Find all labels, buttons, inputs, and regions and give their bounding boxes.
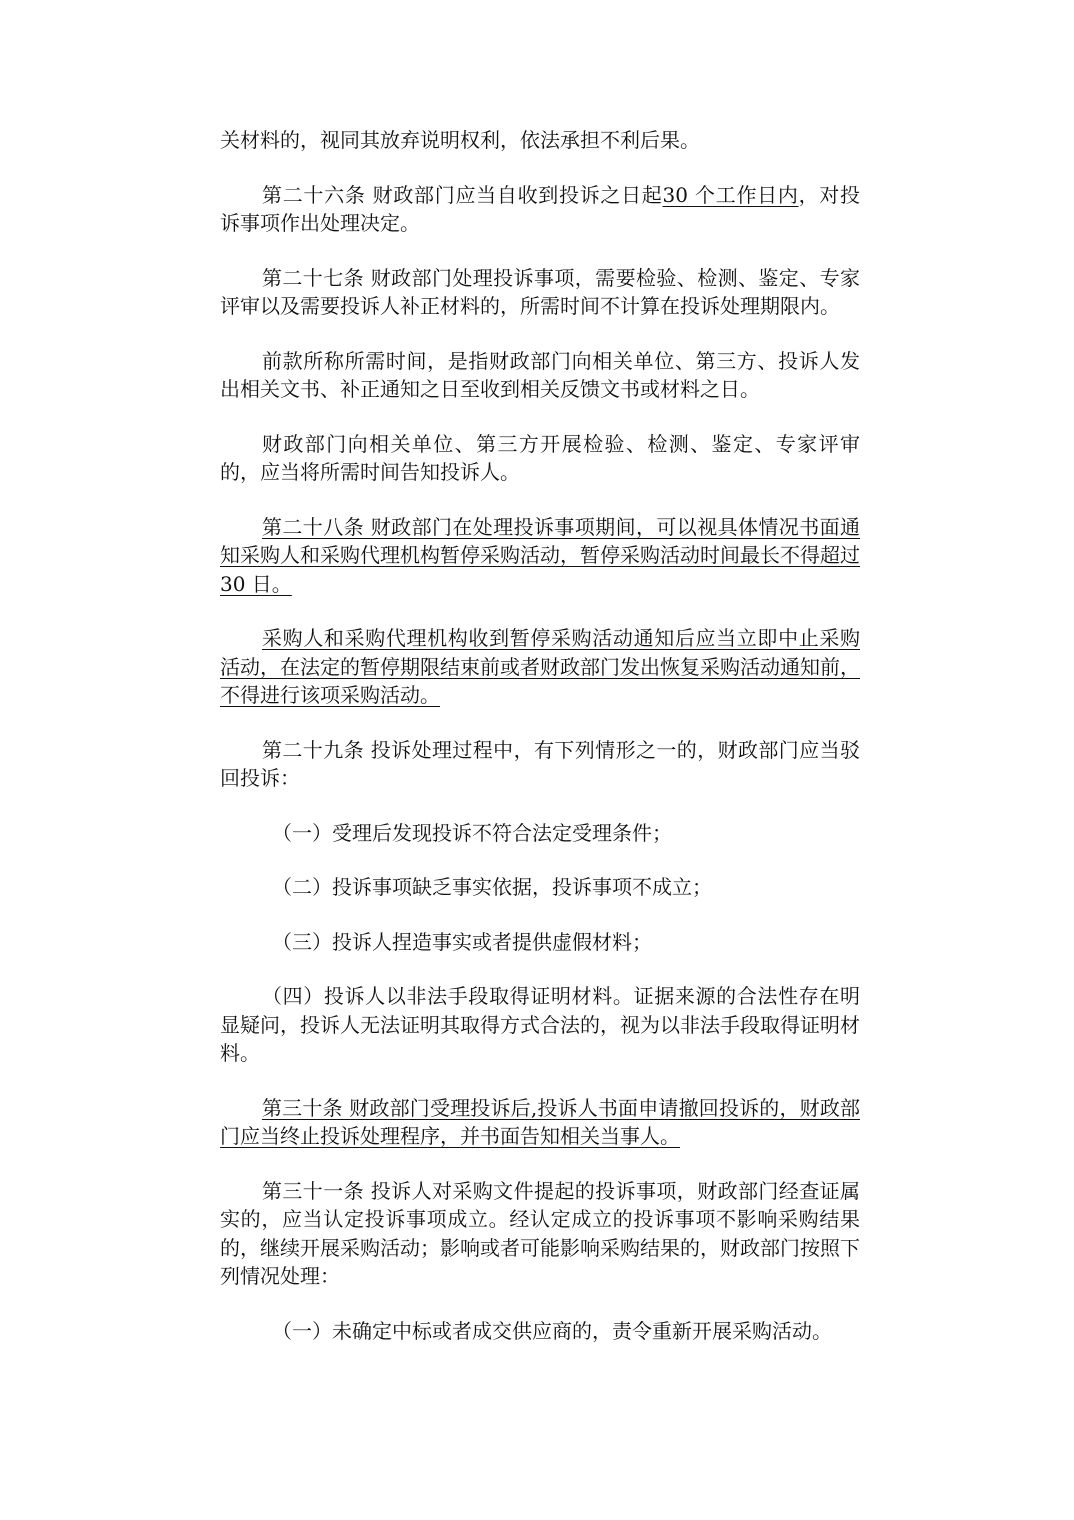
- article-28-clause-2-text: 采购人和采购代理机构收到暂停采购活动通知后应当立即中止采购活动，在法定的暂停期限结束前或者财政部门发出恢复采购活动通知前，不得进行该项采购活动。: [220, 626, 860, 707]
- article-31-item-1: （一）未确定中标或者成交供应商的，责令重新开展采购活动。: [272, 1318, 832, 1343]
- article-29-item-3: （三）投诉人捏造事实或者提供虚假材料；: [272, 929, 652, 954]
- paragraph-continuation: 关材料的，视同其放弃说明权利，依法承担不利后果。: [220, 128, 700, 152]
- article-28: [220, 513, 860, 599]
- article-29-item-4: （四）投诉人以非法手段取得证明材料。证据来源的合法性存在明显疑问，投诉人无法证明其取得方式合法的，视为以非法手段取得证明材料。: [220, 984, 860, 1065]
- article-27-clause-3: 财政部门向相关单位、第三方开展检验、检测、鉴定、专家评审的，应当将所需时间告知投诉人。: [220, 431, 860, 484]
- document-page: [220, 126, 860, 1371]
- article-26-deadline: 30 个工作日内: [662, 182, 799, 207]
- article-29-item-1: （一）受理后发现投诉不符合法定受理条件；: [272, 820, 672, 845]
- article-26-text-start: 第二十六条 财政部门应当自收到投诉之日起: [262, 182, 663, 207]
- article-28-clause-2: [220, 624, 860, 710]
- article-27-clause-2: 前款所称所需时间，是指财政部门向相关单位、第三方、投诉人发出相关文书、补正通知之日至收到相关反馈文书或材料之日。: [220, 348, 860, 401]
- article-30: [220, 1094, 860, 1151]
- article-29-item-2: （二）投诉事项缺乏事实依据，投诉事项不成立；: [272, 875, 712, 899]
- article-30-text: 第三十条 财政部门受理投诉后,投诉人书面申请撤回投诉的，财政部门应当终止投诉处理程序，并书面告知相关当事人。: [220, 1095, 860, 1148]
- article-29: 第二十九条 投诉处理过程中，有下列情形之一的，财政部门应当驳回投诉：: [220, 737, 860, 790]
- article-26: [220, 181, 860, 238]
- article-27: 第二十七条 财政部门处理投诉事项，需要检验、检测、鉴定、专家评审以及需要投诉人补正材料的，所需时间不计算在投诉处理期限内。: [220, 265, 860, 318]
- article-28-text: 第二十八条 财政部门在处理投诉事项期间，可以视具体情况书面通知采购人和采购代理机构暂停采购活动，暂停采购活动时间最长不得超过 30 日。: [220, 514, 860, 596]
- article-26-text-end: ，对投诉事项作出处理决定。: [220, 182, 861, 235]
- article-31: 第三十一条 投诉人对采购文件提起的投诉事项，财政部门经查证属实的，应当认定投诉事项成立。经认定成立的投诉事项不影响采购结果的，继续开展采购活动；影响或者可能影响采购结果的，财政部门按照下列情况处理：: [220, 1178, 860, 1288]
